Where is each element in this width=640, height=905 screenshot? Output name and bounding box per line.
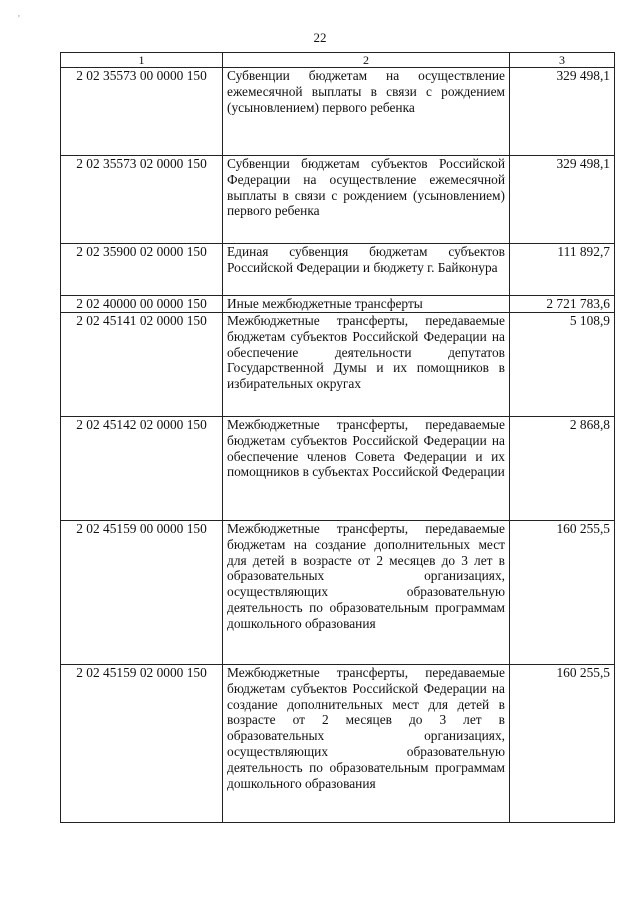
header-row: [61, 53, 615, 68]
budget-code-cell: 2 02 35573 02 0000 150: [61, 156, 223, 244]
page-number: 22: [313, 30, 327, 45]
amount-cell: 160 255,5: [510, 521, 615, 665]
budget-code-cell: 2 02 35573 00 0000 150: [61, 68, 223, 156]
description-cell: Иные межбюджетные трансферты: [223, 296, 510, 313]
column-header-amount: 3: [510, 53, 615, 68]
table-row: [61, 313, 615, 417]
amount-cell: 160 255,5: [510, 665, 615, 823]
amount-cell: 329 498,1: [510, 68, 615, 156]
description-cell: Межбюджетные трансферты, передаваемые бюджетам субъектов Российской Федерации на обеспечение деятельности депутатов Государственной Думы и их помощников в избирательных округах: [223, 313, 510, 417]
table-row: [61, 244, 615, 296]
description-cell: Межбюджетные трансферты, передаваемые бюджетам на создание дополнительных мест для детей в возрасте от 2 месяцев до 3 лет в образовательных организациях, осуществляющих образовательную деятельность по образовательным программам дошкольного образования: [223, 521, 510, 665]
budget-code-cell: 2 02 45141 02 0000 150: [61, 313, 223, 417]
amount-cell: 111 892,7: [510, 244, 615, 296]
budget-code-cell: 2 02 35900 02 0000 150: [61, 244, 223, 296]
budget-code-cell: 2 02 45142 02 0000 150: [61, 417, 223, 521]
budget-table: [60, 52, 615, 823]
amount-cell: 2 868,8: [510, 417, 615, 521]
table-row: [61, 417, 615, 521]
amount-cell: 329 498,1: [510, 156, 615, 244]
table-row: [61, 665, 615, 823]
scan-edge-mark: ': [18, 14, 20, 25]
amount-cell: 5 108,9: [510, 313, 615, 417]
column-header-name: 2: [223, 53, 510, 68]
table-row: [61, 68, 615, 156]
table-row: [61, 156, 615, 244]
table-row: [61, 521, 615, 665]
description-cell: Межбюджетные трансферты, передаваемые бюджетам субъектов Российской Федерации на обеспечение членов Совета Федерации и их помощников в субъектах Российской Федерации: [223, 417, 510, 521]
column-header-code: 1: [61, 53, 223, 68]
table-row: [61, 296, 615, 313]
budget-code-cell: 2 02 45159 02 0000 150: [61, 665, 223, 823]
budget-code-cell: 2 02 45159 00 0000 150: [61, 521, 223, 665]
budget-code-cell: 2 02 40000 00 0000 150: [61, 296, 223, 313]
description-cell: Субвенции бюджетам субъектов Российской Федерации на осуществление ежемесячной выплаты в связи с рождением (усыновлением) первого ребенка: [223, 156, 510, 244]
description-cell: Единая субвенция бюджетам субъектов Российской Федерации и бюджету г. Байконура: [223, 244, 510, 296]
description-cell: Субвенции бюджетам на осуществление ежемесячной выплаты в связи с рождением (усыновлением) первого ребенка: [223, 68, 510, 156]
amount-cell: 2 721 783,6: [510, 296, 615, 313]
description-cell: Межбюджетные трансферты, передаваемые бюджетам субъектов Российской Федерации на создание дополнительных мест для детей в возрасте от 2 месяцев до 3 лет в образовательных организациях, осуществляющих образовательную деятельность по образовательным программам дошкольного образования: [223, 665, 510, 823]
